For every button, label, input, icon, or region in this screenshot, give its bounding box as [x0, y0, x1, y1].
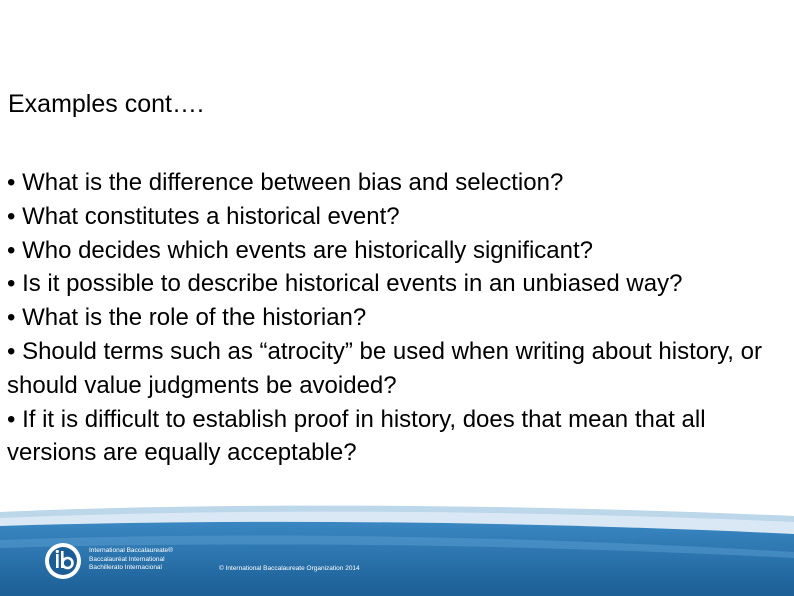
brand-name-en: International Baccalaureate® — [89, 547, 173, 554]
bullet-item: • Should terms such as “atrocity” be used when writing about history, or should value judgments be avoided? — [7, 337, 762, 399]
copyright-notice: © International Baccalaureate Organization 2014 — [219, 565, 360, 572]
footer-band — [0, 500, 794, 596]
slide-title: Examples cont…. — [8, 90, 204, 118]
bullet-item: • Who decides which events are historically significant? — [7, 236, 594, 264]
bullet-list — [7, 166, 793, 470]
bullet-item: • What constitutes a historical event? — [7, 202, 400, 230]
bullet-item: • What is the role of the historian? — [7, 304, 367, 332]
brand-name-fr: Baccalauréat International — [89, 555, 165, 563]
brand-name-es: Bachillerato Internacional — [89, 564, 162, 571]
bullet-item: • If it is difficult to establish proof in history, does that mean that all versions are equally acceptable? — [7, 405, 706, 467]
ib-logo-icon — [44, 542, 82, 580]
brand-names — [89, 547, 173, 573]
bullet-item: • What is the difference between bias and selection? — [7, 169, 564, 196]
bullet-item: • Is it possible to describe historical events in an unbiased way? — [7, 270, 683, 298]
